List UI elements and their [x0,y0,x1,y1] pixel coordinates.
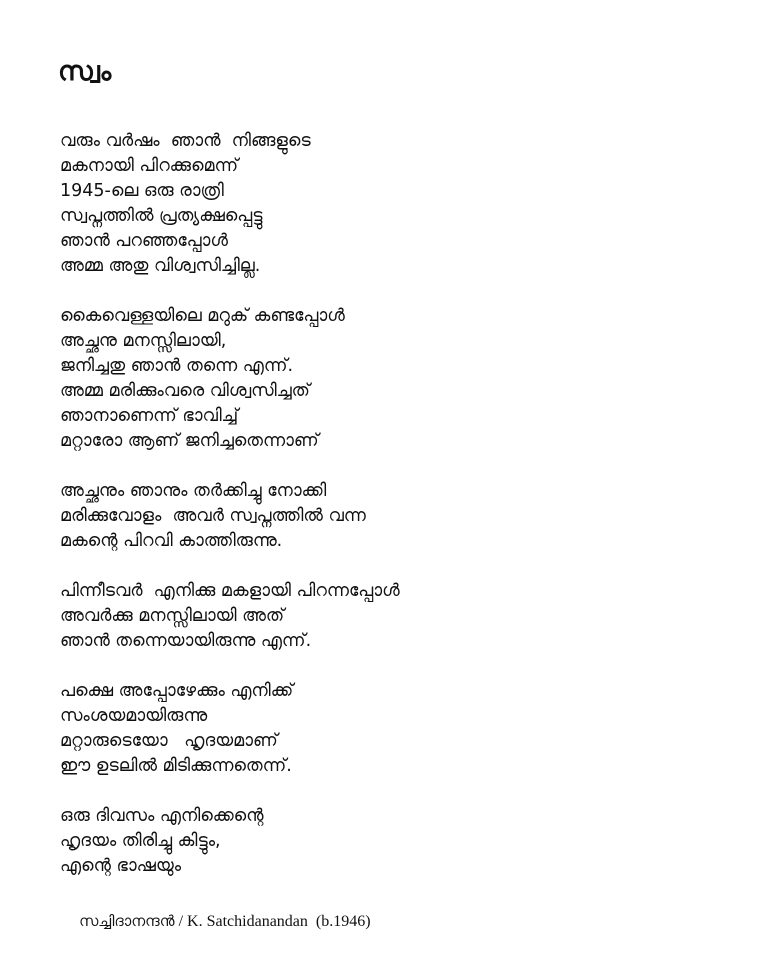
poem-line: അച്ഛനു മനസ്സിലായി, [60,331,227,351]
poem-line: കൈവെള്ളയിലെ മറുക് കണ്ടപ്പോള്‍ [60,306,345,326]
poem-line: ഞാന്‍ തന്നെയായിരുന്നു എന്ന്. [60,631,312,651]
poem-line: പക്ഷെ അപ്പോഴേക്കും എനിക്ക് [60,681,294,701]
poem-line: ഈ ഉടലില്‍ മിടിക്കുന്നതെന്ന്. [60,756,292,776]
author-attribution [60,888,371,955]
poem-line: ഞാനാണെന്ന് ഭാവിച്ച് [60,406,239,426]
poem-body [60,129,740,904]
poem-line: വരും വര്‍ഷം ഞാന്‍ നിങ്ങളുടെ [60,131,311,151]
stanza [60,679,740,779]
poem-line: മകനായി പിറക്കുമെന്ന് [60,156,239,176]
poem-line: മകന്റെ പിറവി കാത്തിരുന്നു. [60,531,283,551]
stanza [60,579,740,654]
poem-line: എന്റെ ഭാഷയും [60,856,182,876]
poem-line: ജനിച്ചതു ഞാന്‍ തന്നെ എന്ന്. [60,356,294,376]
stanza [60,804,740,879]
stanza [60,129,740,279]
attribution-separator: / [174,913,188,930]
poem-line: മറ്റാരോ ആണ് ജനിച്ചതെന്നാണ് [60,431,319,451]
poem-line: പിന്നീടവര്‍ എനിക്കു മകളായി പിറന്നപ്പോള്‍ [60,581,400,601]
poem-line: അമ്മ മരിക്കുംവരെ വിശ്വസിച്ചത് [60,381,310,401]
poem-line: മറ്റാരുടെയോ ഹൃദയമാണ് [60,731,278,751]
poem-line: മരിക്കുവോളം അവര്‍ സ്വപ്നത്തില്‍ വന്ന [60,506,366,526]
poem-line: അവര്‍ക്കു മനസ്സിലായി അത് [60,606,285,626]
poem-line: ഒരു ദിവസം എനിക്കെന്റെ [60,806,264,826]
author-name-malayalam: സച്ചിദാനന്ദന്‍ [79,912,175,930]
author-name-latin: K. Satchidanandan [187,913,308,930]
stanza [60,304,740,454]
poem-line: 1945-ലെ ഒരു രാത്രി [60,181,224,201]
poem-line: അമ്മ അതു വിശ്വസിച്ചില്ല. [60,256,261,276]
poem-line: സ്വപ്നത്തില്‍ പ്രത്യക്ഷപ്പെട്ടു [60,206,263,226]
poem-line: സംശയമായിരുന്നു [60,706,208,726]
poem-line: ഞാന്‍ പറഞ്ഞപ്പോള്‍ [60,231,228,251]
stanza [60,479,740,554]
poem-title: സ്വം [58,56,112,87]
poem-line: ഹൃദയം തിരിച്ചു കിട്ടും, [60,831,221,851]
author-years: (b.1946) [315,913,371,930]
poem-line: അച്ഛനും ഞാനും തര്‍ക്കിച്ചു നോക്കി [60,481,327,501]
